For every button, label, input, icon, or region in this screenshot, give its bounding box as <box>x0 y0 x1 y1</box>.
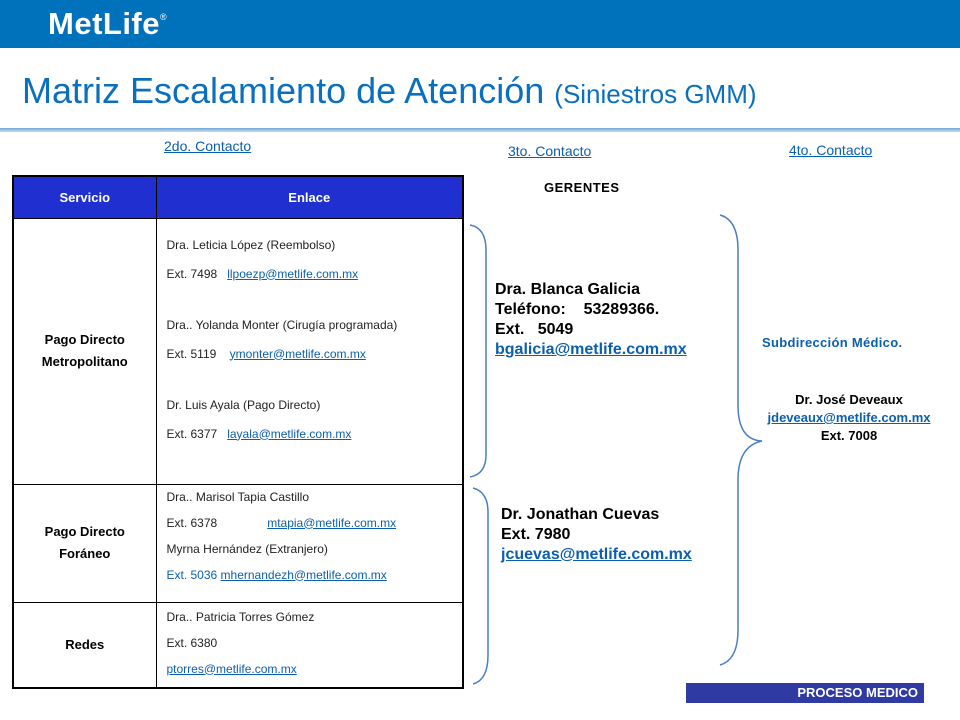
contact-email-link[interactable]: mtapia@metlife.com.mx <box>267 515 397 530</box>
link-cell <box>156 602 463 688</box>
column-header-servicio: Servicio <box>13 176 156 218</box>
fourth-contact-card <box>748 391 950 445</box>
contact-ext-line <box>167 427 453 441</box>
page-title <box>22 70 757 112</box>
contact-email-link[interactable]: bgalicia@metlife.com.mx <box>495 341 687 358</box>
phone-number: 53289366. <box>583 301 660 318</box>
contact-name: Dra.. Patricia Torres Gómez <box>166 609 315 624</box>
metlife-logo <box>48 6 167 42</box>
service-line: Pago Directo <box>44 332 125 347</box>
contact-name: Dra. Leticia López (Reembolso) <box>166 237 336 252</box>
contact-phone-line <box>495 300 687 320</box>
contact-name: Dr. Jonathan Cuevas <box>501 506 660 523</box>
header-bar <box>0 0 960 48</box>
title-divider <box>0 128 960 132</box>
footer-label: PROCESO MEDICO <box>797 685 918 700</box>
table-header-row <box>13 176 463 218</box>
service-line: Metropolitano <box>41 354 128 369</box>
contact-name: Dr. José Deveaux <box>795 392 903 407</box>
contact-email-link[interactable]: ymonter@metlife.com.mx <box>229 346 366 361</box>
third-contact-label[interactable]: 3to. Contacto <box>508 143 592 159</box>
contact-name: Dra.. Yolanda Monter (Cirugía programada) <box>166 317 398 332</box>
service-cell <box>13 218 156 484</box>
contact-email-link[interactable]: jcuevas@metlife.com.mx <box>501 546 692 563</box>
contact-email-link[interactable]: layala@metlife.com.mx <box>227 426 352 441</box>
contact-email-link[interactable]: llpoezp@metlife.com.mx <box>227 266 359 281</box>
bracket-third-lower <box>473 488 488 684</box>
contact-ext-line <box>167 568 453 582</box>
contact-ext: Ext. 5119 <box>166 346 217 361</box>
escalation-table <box>12 175 464 689</box>
table-row <box>13 218 463 484</box>
table-row <box>13 602 463 688</box>
contact-name: Myrna Hernández (Extranjero) <box>166 541 328 556</box>
contact-email-link[interactable]: ptorres@metlife.com.mx <box>166 661 297 676</box>
contact-email-link[interactable]: mhernandezh@metlife.com.mx <box>220 567 387 582</box>
gerentes-label: GERENTES <box>544 180 620 195</box>
contact-name: Dra. Blanca Galicia <box>495 281 640 298</box>
ext-number: 5049 <box>537 321 574 338</box>
fourth-contact-label[interactable]: 4to. Contacto <box>789 142 873 158</box>
second-contact-label[interactable]: 2do. Contacto <box>164 138 252 154</box>
contact-ext: Ext. 5036 <box>166 567 218 582</box>
link-cell <box>156 484 463 602</box>
title-main: Matriz Escalamiento de Atención <box>22 70 545 111</box>
ext-label: Ext. <box>495 321 525 338</box>
contact-ext: Ext. 6378 <box>166 515 218 530</box>
third-contact-card <box>501 505 692 565</box>
contact-ext: Ext. 7498 <box>166 266 218 281</box>
contact-ext-line <box>167 662 453 676</box>
contact-ext: Ext. 7980 <box>501 526 571 543</box>
service-line: Foráneo <box>59 546 111 561</box>
title-sub: (Siniestros GMM) <box>554 79 757 109</box>
contact-ext-line <box>167 347 453 361</box>
service-line: Redes <box>65 636 105 652</box>
contact-email-link[interactable]: jdeveaux@metlife.com.mx <box>767 410 931 425</box>
bracket-third-upper <box>470 225 486 477</box>
contact-ext-line <box>167 267 453 281</box>
service-line: Pago Directo <box>44 524 125 539</box>
logo-text: MetLife <box>48 6 160 41</box>
service-cell <box>13 484 156 602</box>
phone-label: Teléfono: <box>495 301 566 318</box>
third-contact-card <box>495 280 687 360</box>
footer-bar <box>686 683 924 703</box>
contact-name: Dr. Luis Ayala (Pago Directo) <box>166 397 321 412</box>
link-cell <box>156 218 463 484</box>
service-cell <box>13 602 156 688</box>
contact-name: Dra.. Marisol Tapia Castillo <box>166 489 309 504</box>
table-row <box>13 484 463 602</box>
column-header-enlace: Enlace <box>156 176 463 218</box>
subdireccion-label: Subdirección Médico. <box>762 335 903 350</box>
registered-mark: ® <box>160 12 168 22</box>
contact-ext-line <box>495 320 687 340</box>
contact-ext: Ext. 6377 <box>166 426 218 441</box>
contact-ext-line <box>167 516 453 530</box>
contact-ext: Ext. 7008 <box>820 428 878 443</box>
contact-ext: Ext. 6380 <box>166 635 218 650</box>
